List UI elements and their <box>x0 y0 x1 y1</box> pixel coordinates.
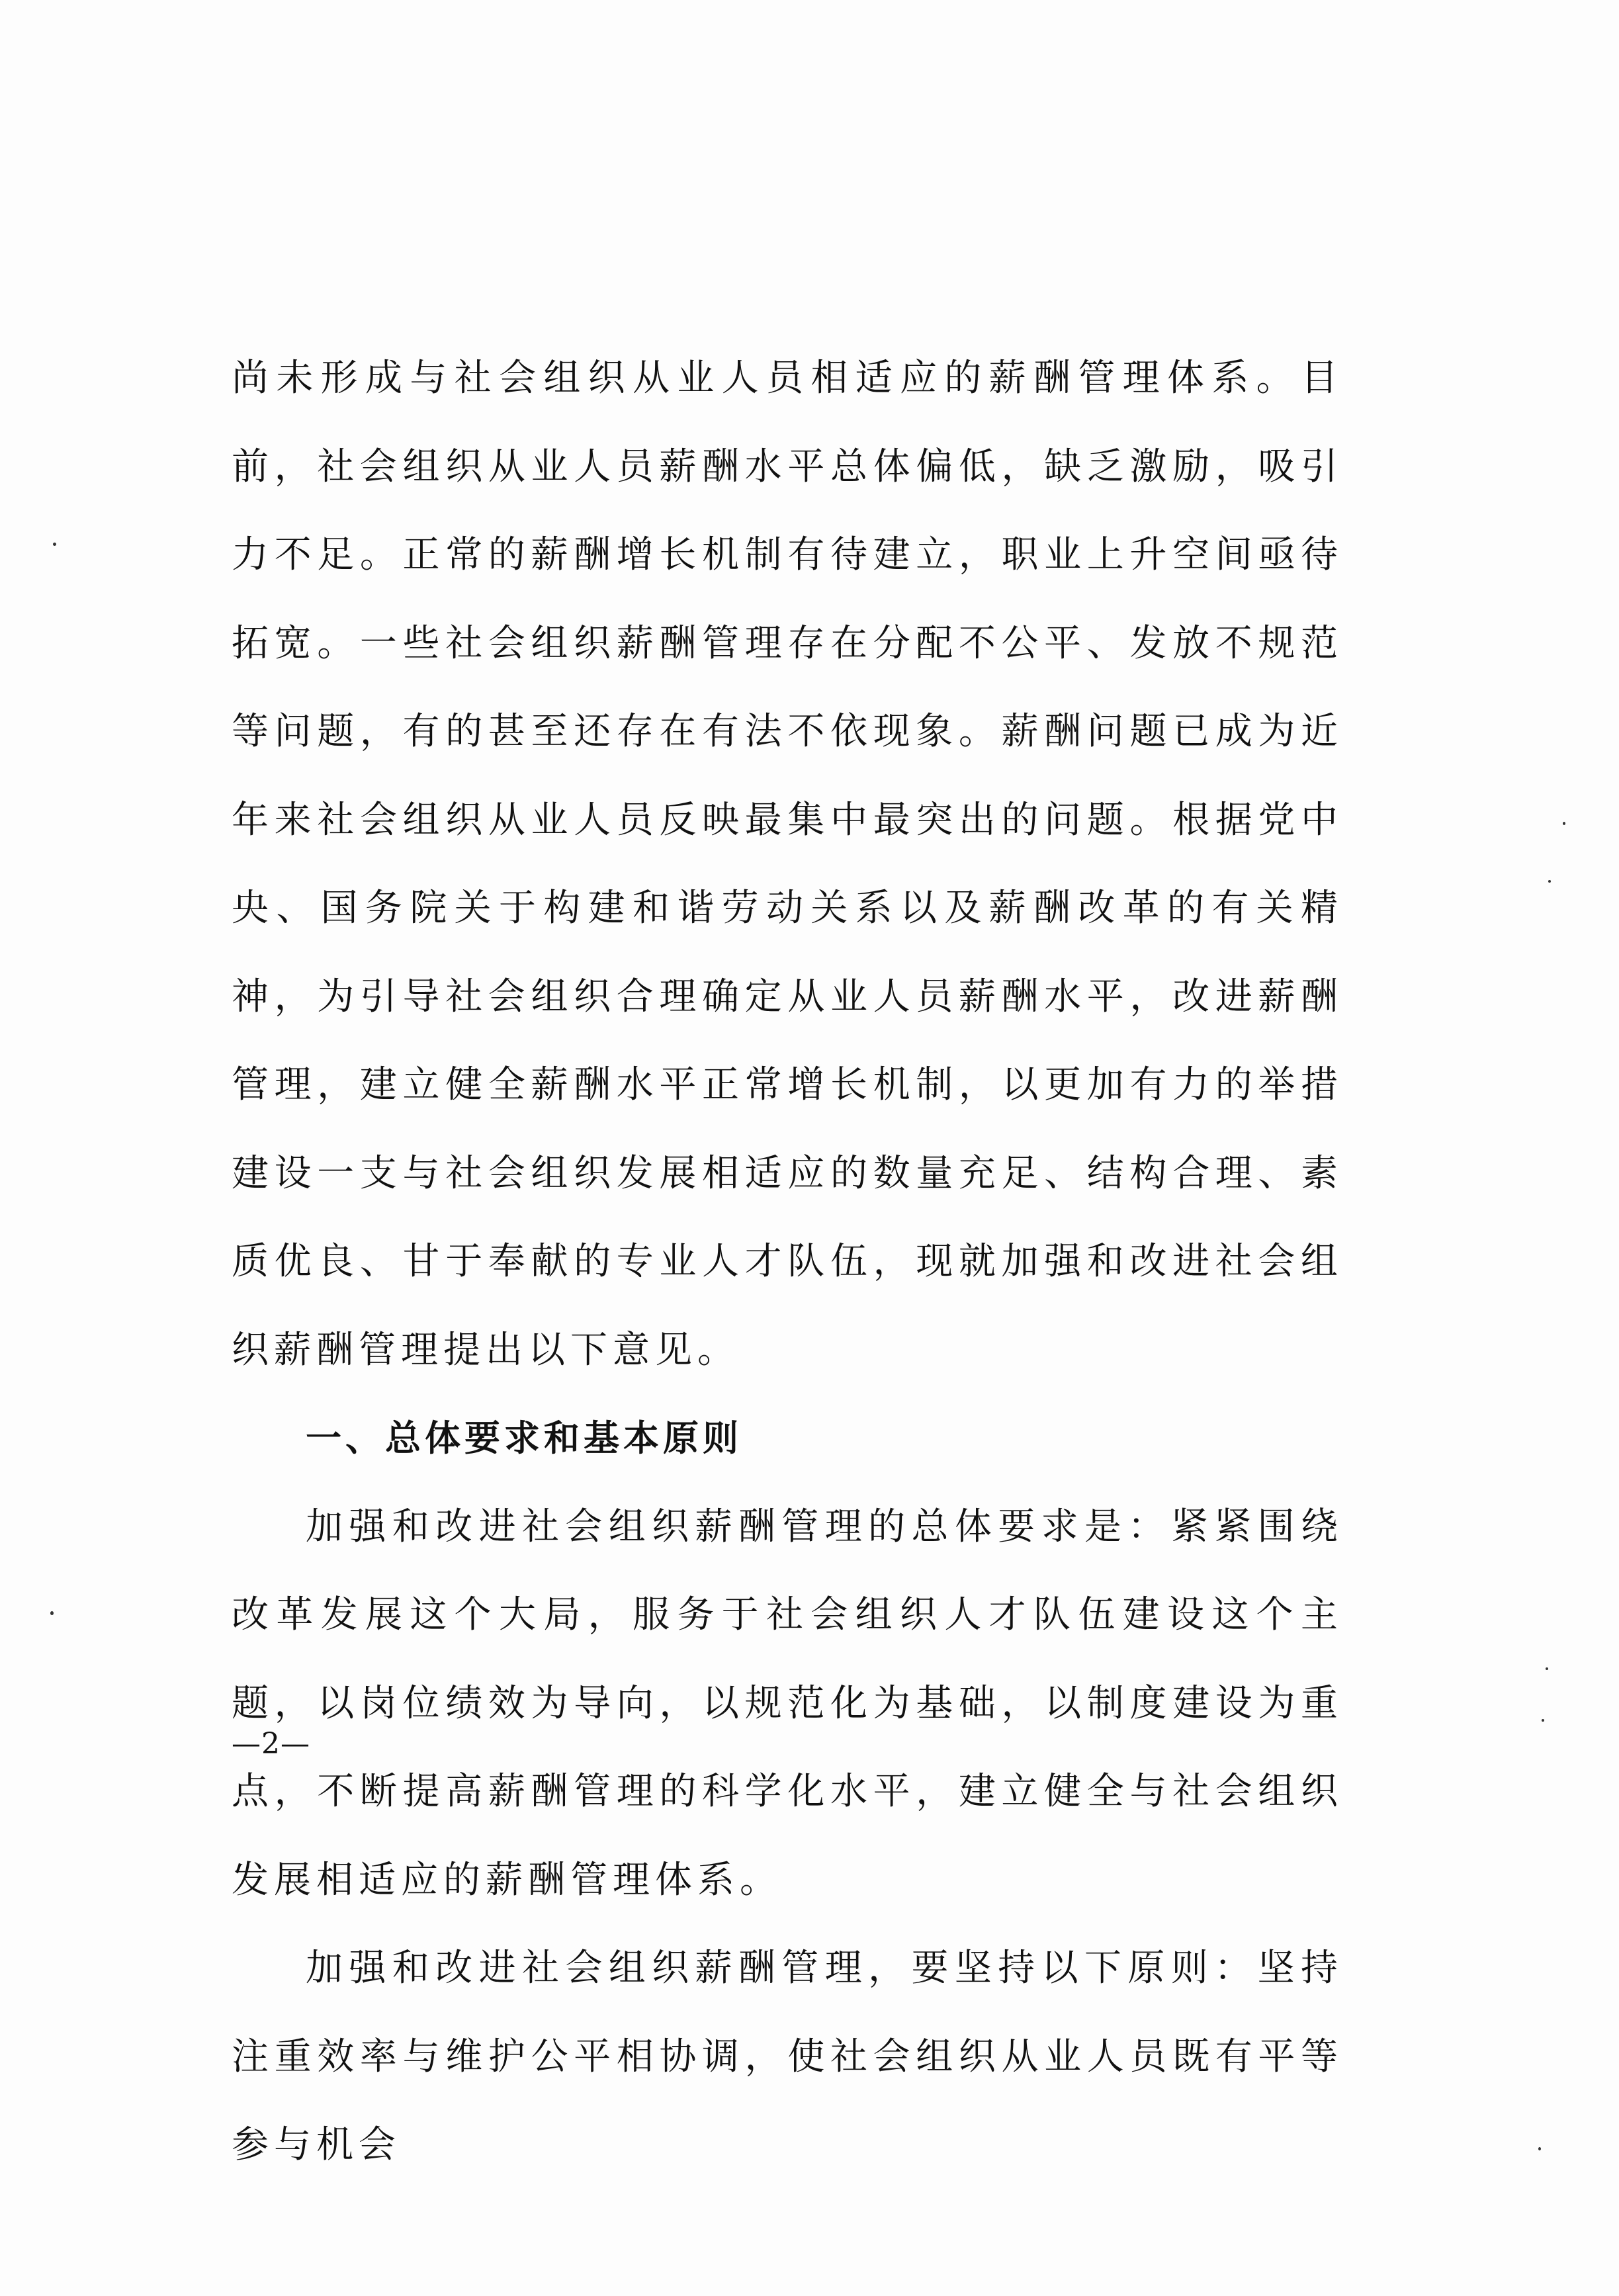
document-body <box>232 334 1343 2189</box>
scan-speck <box>1563 822 1565 825</box>
paragraph-intro: 尚未形成与社会组织从业人员相适应的薪酬管理体系。目前，社会组织从业人员薪酬水平总体偏低，缺乏激励，吸引力不足。正常的薪酬增长机制有待建立，职业上升空间亟待拓宽。一些社会组织薪酬管理存在分配不公平、发放不规范等问题，有的甚至还存在有法不依现象。薪酬问题已成为近年来社会组织从业人员反映最集中最突出的问题。根据党中央、国务院关于构建和谐劳动关系以及薪酬改革的有关精神，为引导社会组织合理确定从业人员薪酬水平，改进薪酬管理，建立健全薪酬水平正常增长机制，以更加有力的举措建设一支与社会组织发展相适应的数量充足、结构合理、素质优良、甘于奉献的专业人才队伍，现就加强和改进社会组织薪酬管理提出以下意见。 <box>232 357 1343 1372</box>
scan-speck <box>53 543 56 546</box>
scan-speck <box>1542 1719 1544 1722</box>
section-heading: 一、总体要求和基本原则 <box>306 1417 742 1459</box>
scan-speck <box>1546 1667 1548 1670</box>
scan-speck <box>1548 880 1551 883</box>
page-number: —2— <box>232 1727 310 1761</box>
paragraph-general-requirements: 加强和改进社会组织薪酬管理的总体要求是：紧紧围绕改革发展这个大局，服务于社会组织人才队伍建设这个主题，以岗位绩效为导向，以规范化为基础，以制度建设为重点，不断提高薪酬管理的科学化水平，建立健全与社会组织发展相适应的薪酬管理体系。 <box>232 1505 1343 1902</box>
paragraph-principles: 加强和改进社会组织薪酬管理，要坚持以下原则：坚持注重效率与维护公平相协调，使社会组织从业人员既有平等参与机会 <box>232 1947 1343 2166</box>
scan-speck <box>50 1611 54 1615</box>
scan-speck <box>1538 2147 1541 2150</box>
